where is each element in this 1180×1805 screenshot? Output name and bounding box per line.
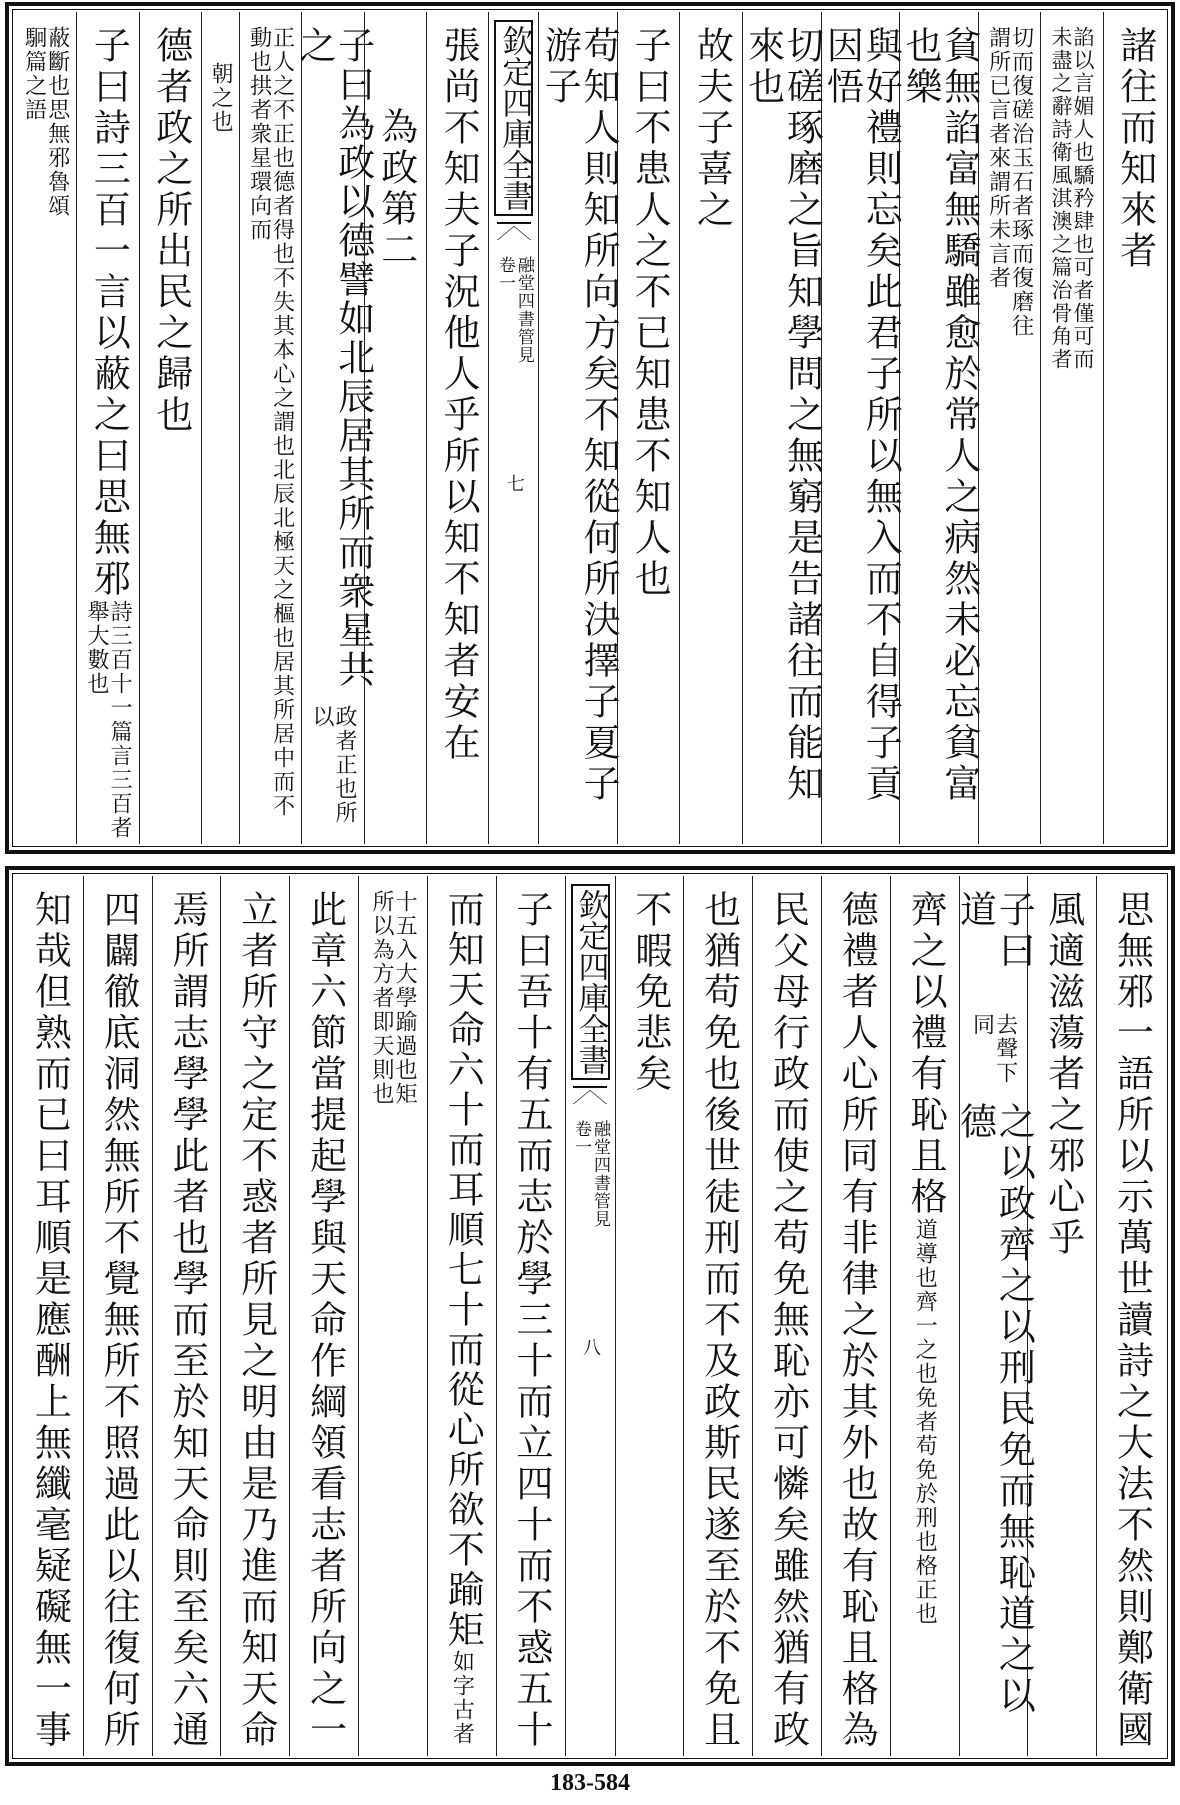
main-text: 也猶苟免也後世徒刑而不及政斯民遂至於不免且 xyxy=(697,890,741,1751)
main-text: 思無邪一語所以示萬世讀詩之大法不然則鄭衛國 xyxy=(1110,890,1154,1751)
commentary-note: 如字古者 xyxy=(449,1650,475,1746)
main-text: 諸往而知來者 xyxy=(1113,26,1157,272)
text-column xyxy=(152,876,221,1756)
text-column xyxy=(427,876,496,1756)
volume-label: 卷一 xyxy=(571,1120,591,1156)
main-text: 子曰詩三百一言以蔽之曰思無邪 xyxy=(87,26,131,600)
text-column xyxy=(139,12,201,844)
main-text: 民父母行政而使之苟免無恥亦可憐矣雖然猶有政 xyxy=(766,890,810,1751)
text-column xyxy=(426,12,488,844)
main-text: 齊之以禮有恥且格 xyxy=(904,890,948,1218)
text-column xyxy=(364,12,426,844)
main-text: 而知天命六十而耳順七十而從心所欲不踰矩 xyxy=(441,890,485,1650)
book-name: 融堂四書管見 xyxy=(590,1120,610,1228)
note-column xyxy=(1040,12,1102,844)
main-text: 子曰道 xyxy=(953,890,1036,972)
note-column xyxy=(358,876,427,1756)
commentary-note: 十五入大學踰過也矩所以為方者即天則也 xyxy=(368,890,418,1106)
text-column xyxy=(496,876,565,1756)
text-column xyxy=(83,876,152,1756)
main-text: 切磋琢磨之旨知學問之無窮是告諸往而能知來也 xyxy=(741,26,824,805)
text-column xyxy=(741,12,824,844)
text-column xyxy=(220,876,289,1756)
main-text: 貧無諂富無驕雖愈於常人之病然未必忘貧富也樂 xyxy=(899,26,981,805)
book-info xyxy=(496,256,532,364)
main-text: 子曰吾十有五而志於學三十而立四十而不惑五十 xyxy=(510,890,554,1751)
text-column xyxy=(899,12,981,844)
text-column xyxy=(1103,12,1165,844)
note-column xyxy=(239,12,301,844)
commentary-note: 政者正也所以 xyxy=(308,704,358,825)
chapter-title: 為政第二 xyxy=(374,107,418,271)
page-number: 七 xyxy=(503,474,525,492)
note-column xyxy=(15,12,76,844)
commentary-note: 切而復磋治玉石者琢而復磨往謂所已言者來謂所未言者 xyxy=(985,26,1034,338)
main-text: 張尚不知夫子況他人乎所以知不知者安在 xyxy=(437,26,481,764)
book-info xyxy=(572,1120,608,1228)
text-column xyxy=(617,12,679,844)
text-column xyxy=(15,876,83,1756)
text-column xyxy=(1027,876,1096,1756)
text-column xyxy=(292,12,375,844)
commentary-note: 朝之也 xyxy=(208,62,233,134)
text-column xyxy=(890,876,959,1756)
text-column xyxy=(1096,876,1165,1756)
volume-label: 卷一 xyxy=(494,256,515,292)
commentary-note: 道導也齊一之也免者苟免於刑也格正也 xyxy=(912,1218,938,1626)
main-text: 故夫子喜之 xyxy=(690,26,734,231)
center-gutter xyxy=(488,12,538,844)
main-text: 與好禮則忘矣此君子所以無入而不自得子貢因悟 xyxy=(820,26,903,805)
main-text: 德者政之所出民之歸也 xyxy=(149,26,193,436)
upper-page xyxy=(5,2,1175,854)
commentary-note: 蔽斷也思無邪魯頌駉篇之語 xyxy=(21,26,70,218)
page-footer-number: 183-584 xyxy=(550,1770,630,1796)
note-column xyxy=(978,12,1040,844)
commentary-note: 去聲下同 xyxy=(969,1012,1018,1085)
center-gutter xyxy=(565,876,615,1756)
note-column xyxy=(201,12,239,844)
main-text: 此章六節當提起學與天命作綱領看志者所向之一 xyxy=(303,890,347,1751)
fish-tail-mark xyxy=(497,222,531,246)
commentary-note: 正人之不正也德者得也不失其本心之謂也北辰北極天之樞也居其所居中而不動也拱者衆星環向而 xyxy=(246,26,295,818)
lower-page xyxy=(5,866,1175,1766)
main-text: 之以政齊之以刑民免而無恥道之以德 xyxy=(953,1102,1036,1718)
commentary-note: 諂以言媚人也驕矜肆也可者僅可而未盡之辭詩衛風淇澳之篇治骨角者 xyxy=(1048,26,1095,371)
collection-title: 欽定四庫全書 xyxy=(494,20,533,216)
page-number: 八 xyxy=(580,1338,601,1356)
text-column xyxy=(820,12,903,844)
main-text: 子曰為政以德譬如北辰居其所而衆星共之 xyxy=(292,26,375,689)
text-column xyxy=(538,12,621,844)
text-column xyxy=(76,12,138,844)
main-text: 德禮者人心所同有非律之於其外也故有恥且格為 xyxy=(835,890,879,1751)
text-column xyxy=(679,12,741,844)
main-text: 焉所謂志學學此者也學而至於知天命則至矣六通 xyxy=(165,890,209,1751)
text-column xyxy=(683,876,752,1756)
text-column xyxy=(615,876,684,1756)
text-column xyxy=(821,876,890,1756)
main-text: 四闢徹底洞然無所不覺無所不照過此以往復何所 xyxy=(97,890,141,1751)
text-column xyxy=(953,876,1036,1756)
main-text: 苟知人則知所向方矣不知從何所決擇子夏子游子 xyxy=(538,26,621,805)
book-name: 融堂四書管見 xyxy=(513,256,534,364)
main-text: 知哉但熟而已曰耳順是應酬上無纖毫疑礙無一事 xyxy=(28,890,72,1751)
main-text: 不暇免悲矣 xyxy=(628,890,672,1095)
main-text: 子曰不患人之不已知患不知人也 xyxy=(628,26,672,600)
main-text: 風適滋蕩者之邪心乎 xyxy=(1041,890,1085,1259)
collection-title: 欽定四庫全書 xyxy=(571,884,610,1080)
text-column xyxy=(289,876,358,1756)
main-text: 立者所守之定不惑者所見之明由是乃進而知天命 xyxy=(234,890,278,1751)
commentary-note: 詩三百十一篇言三百者舉大數也 xyxy=(83,600,133,840)
text-column xyxy=(752,876,821,1756)
fish-tail-mark xyxy=(573,1086,607,1110)
